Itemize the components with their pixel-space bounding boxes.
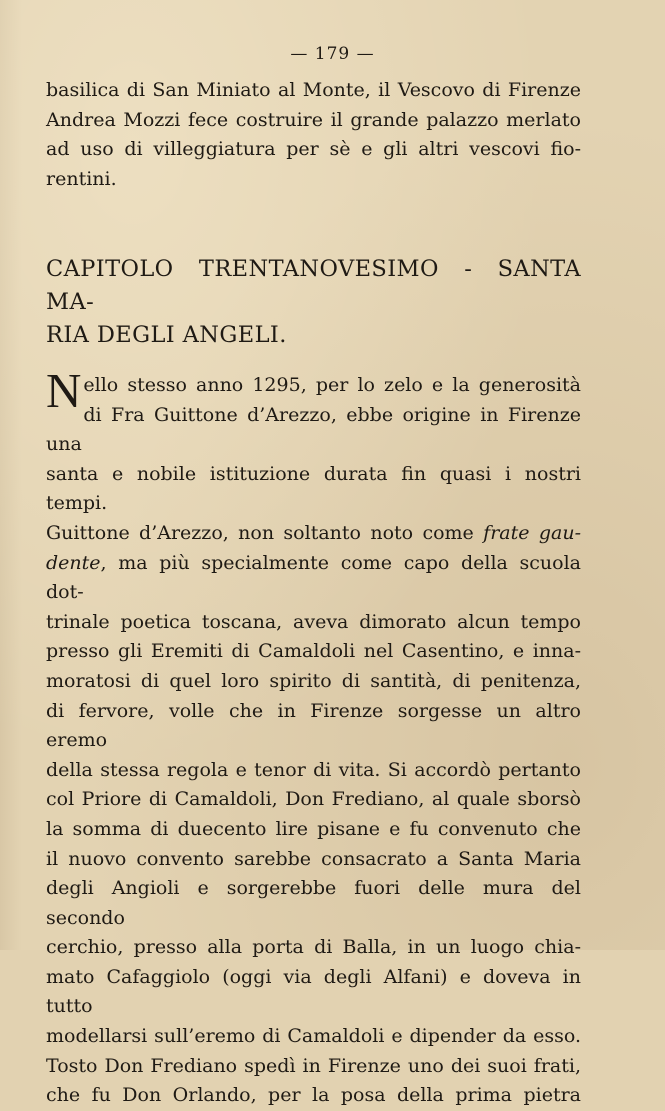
text-line: basilica di San Miniato al Monte, il Vescovo di Firenze: [46, 79, 581, 101]
text-line: Tosto Don Frediano spedì in Firenze uno dei suoi frati,: [46, 1054, 581, 1077]
text-line: della stessa regola e tenor di vita. Si accordò pertanto: [46, 758, 581, 781]
text-line: col Priore di Camaldoli, Don Frediano, al quale sborsò: [46, 788, 581, 811]
intro-paragraph: [46, 76, 581, 194]
text-line: mato Cafaggiolo (oggi via degli Alfani) e doveva in tutto: [46, 965, 581, 1018]
text-line: cerchio, presso alla porta di Balla, in un luogo chia-: [46, 936, 581, 959]
text-segment: , ma più specialmente come capo della scuola dot-: [46, 551, 581, 604]
drop-cap: N: [46, 363, 82, 418]
page-number: — 179 —: [290, 44, 375, 64]
text-line: di Fra Guittone d’Arezzo, ebbe origine in Firenze una: [46, 403, 581, 456]
text-line: il nuovo convento sarebbe consacrato a Santa Maria: [46, 847, 581, 870]
chapter-title-line: RIA DEGLI ANGELI.: [46, 322, 287, 348]
text-line: di fervore, volle che in Firenze sorgesse un altro eremo: [46, 699, 581, 752]
text-line: modellarsi sull’eremo di Camaldoli e dipender da esso.: [46, 1025, 581, 1048]
text-line: degli Angioli e sorgerebbe fuori delle mura del secondo: [46, 877, 581, 929]
text-line: la somma di duecento lire pisane e fu convenuto che: [46, 817, 581, 840]
text-segment: Guittone d’Arezzo, non soltanto noto come: [46, 521, 484, 544]
chapter-title: [46, 253, 581, 352]
text-line: [46, 549, 581, 608]
italic-segment: frate gau-: [483, 521, 581, 544]
text-line: ello stesso anno 1295, per lo zelo e la generosità: [83, 374, 581, 396]
body-paragraph: [46, 363, 581, 1111]
chapter-title-line: CAPITOLO TRENTANOVESIMO - SANTA MA-: [46, 256, 581, 315]
text-line: santa e nobile istituzione durata fin quasi i nostri tempi.: [46, 462, 581, 515]
text-line: ad uso di villeggiatura per sè e gli altri vescovi fio-: [46, 138, 581, 161]
text-line: Andrea Mozzi fece costruire il grande palazzo merlato: [46, 108, 581, 131]
text-line: che fu Don Orlando, per la posa della prima pietra: [46, 1084, 581, 1107]
italic-segment: dente: [46, 551, 101, 574]
text-line: rentini.: [46, 167, 117, 190]
text-line: [46, 519, 581, 549]
text-line: presso gli Eremiti di Camaldoli nel Casentino, e inna-: [46, 640, 581, 663]
text-line: moratosi di quel loro spirito di santità, di penitenza,: [46, 669, 581, 692]
text-line: trinale poetica toscana, aveva dimorato alcun tempo: [46, 610, 581, 633]
